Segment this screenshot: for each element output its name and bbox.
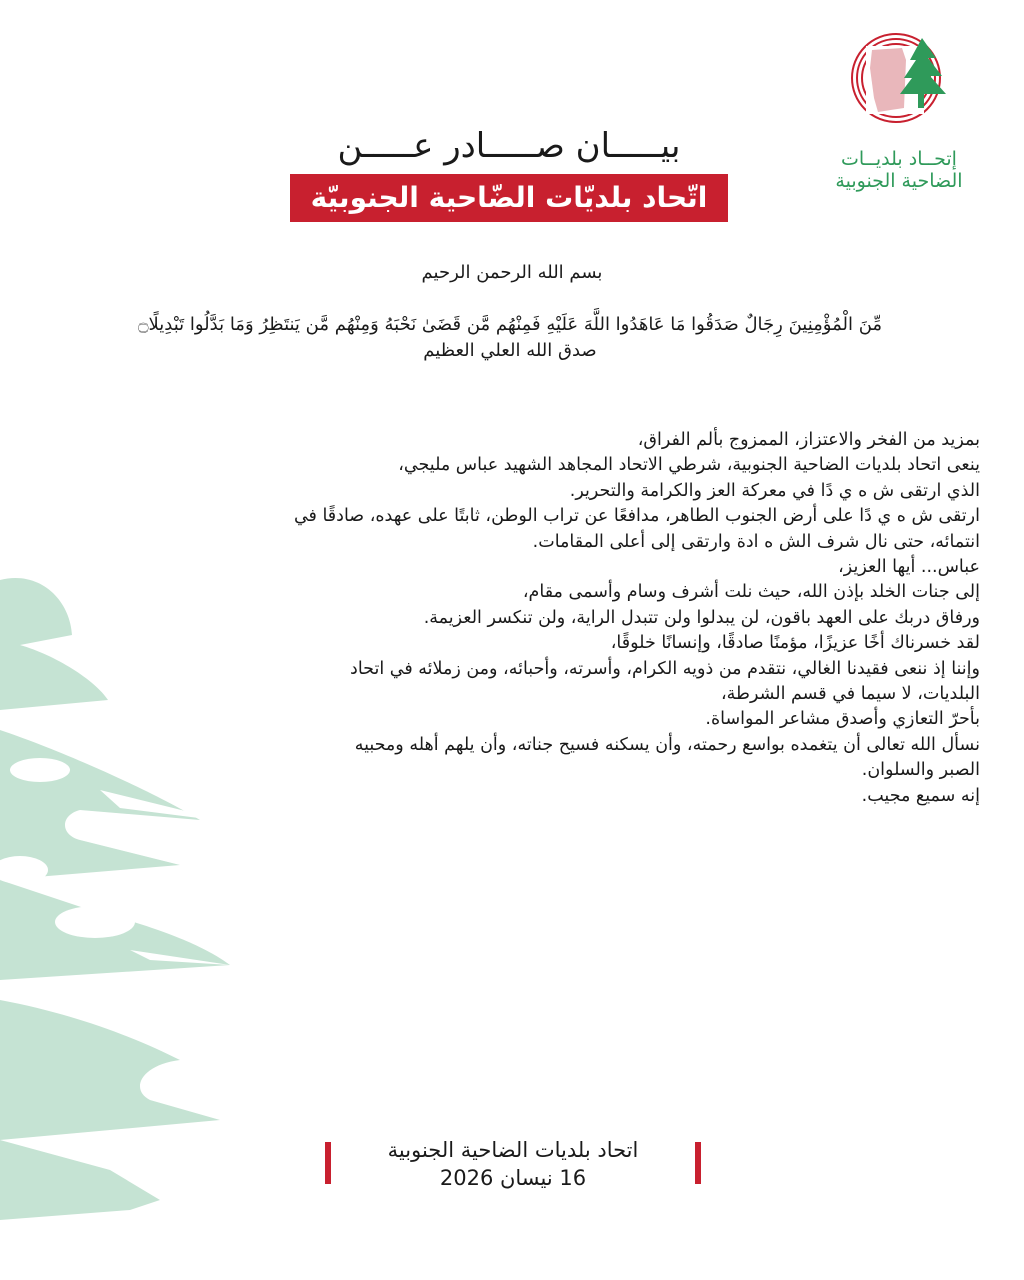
union-emblem-icon [844,28,954,128]
body-line: لقد خسرناك أخًا عزيزًا، مؤمنًا صادقًا، وإنسانًا خلوقًا، [610,633,980,654]
body-line: انتمائه، حتى نال شرف الش ه ادة وارتقى إلى أعلى المقامات. [532,531,980,552]
body-line: نسأل الله تعالى أن يتغمده بواسع رحمته، وأن يسكنه فسيح جناته، وأن يلهم أهله ومحبيه [354,734,980,755]
body-line: بمزيد من الفخر والاعتزاز، الممزوج بألم الفراق، [637,430,980,450]
footer-bar-right [695,1142,701,1184]
basmala: بسم الله الرحمن الرحيم [421,262,603,283]
logo-line-2: الضاحية الجنوبية [835,170,963,192]
body-line: الصبر والسلوان. [861,760,980,781]
body-line: إلى جنات الخلد بإذن الله، حيث نلت أشرف وسام وأسمى مقام، [522,582,980,603]
verse-closing: صدق الله العلي العظيم [423,340,597,361]
body-line: بأحرّ التعازي وأصدق مشاعر المواساة. [705,709,980,730]
logo-line-1: إتحــاد بلديــات [841,148,957,170]
body-line: الذي ارتقى ش ه ي دًا في معركة العز والكرامة والتحرير. [569,480,980,501]
verse-line: مِّنَ الْمُؤْمِنِينَ رِجَالٌ صَدَقُوا مَا عَاهَدُوا اللَّهَ عَلَيْهِ فَمِنْهُم مَّن قَضَىٰ نَحْبَهُ وَمِنْهُم مَّن يَنتَظِرُ وَمَا بَدَّلُوا تَبْدِيلًا۝ [137,314,883,335]
quran-verse [20,312,1000,364]
footer-bar-left [325,1142,331,1184]
body-line: ورفاق دربك على العهد باقون، لن يبدلوا ولن تتبدل الراية، ولن تنكسر العزيمة. [423,607,980,628]
body-line: وإننا إذ ننعى فقيدنا الغالي، نتقدم من ذويه الكرام، وأسرته، وأحبائه، ومن زملائه في اتحاد [350,658,980,679]
heading-subtitle: بيـــــان صـــــادر عـــــن [337,126,681,166]
signature-footer [325,1136,701,1198]
footer-date: 16 نيسان 2026 [439,1166,587,1190]
body-line: ينعى اتحاد بلديات الضاحية الجنوبية، شرطي الاتحاد المجاهد الشهيد عباس مليجي، [398,455,980,476]
statement-heading [290,126,728,222]
body-line: إنه سميع مجيب. [861,785,980,806]
heading-banner: اتّحاد بلديّات الضّاحية الجنوبيّة [290,174,728,222]
body-line: عباس... أيها العزيز، [838,557,980,578]
body-line: ارتقى ش ه ي دًا على أرض الجنوب الطاهر، مدافعًا عن تراب الوطن، ثابتًا على عهده، صادقًا في [293,506,980,527]
body-line: البلديات، لا سيما في قسم الشرطة، [721,684,980,705]
logo [814,28,984,192]
footer-org: اتحاد بلديات الضاحية الجنوبية [387,1138,639,1162]
statement-body [60,428,980,809]
